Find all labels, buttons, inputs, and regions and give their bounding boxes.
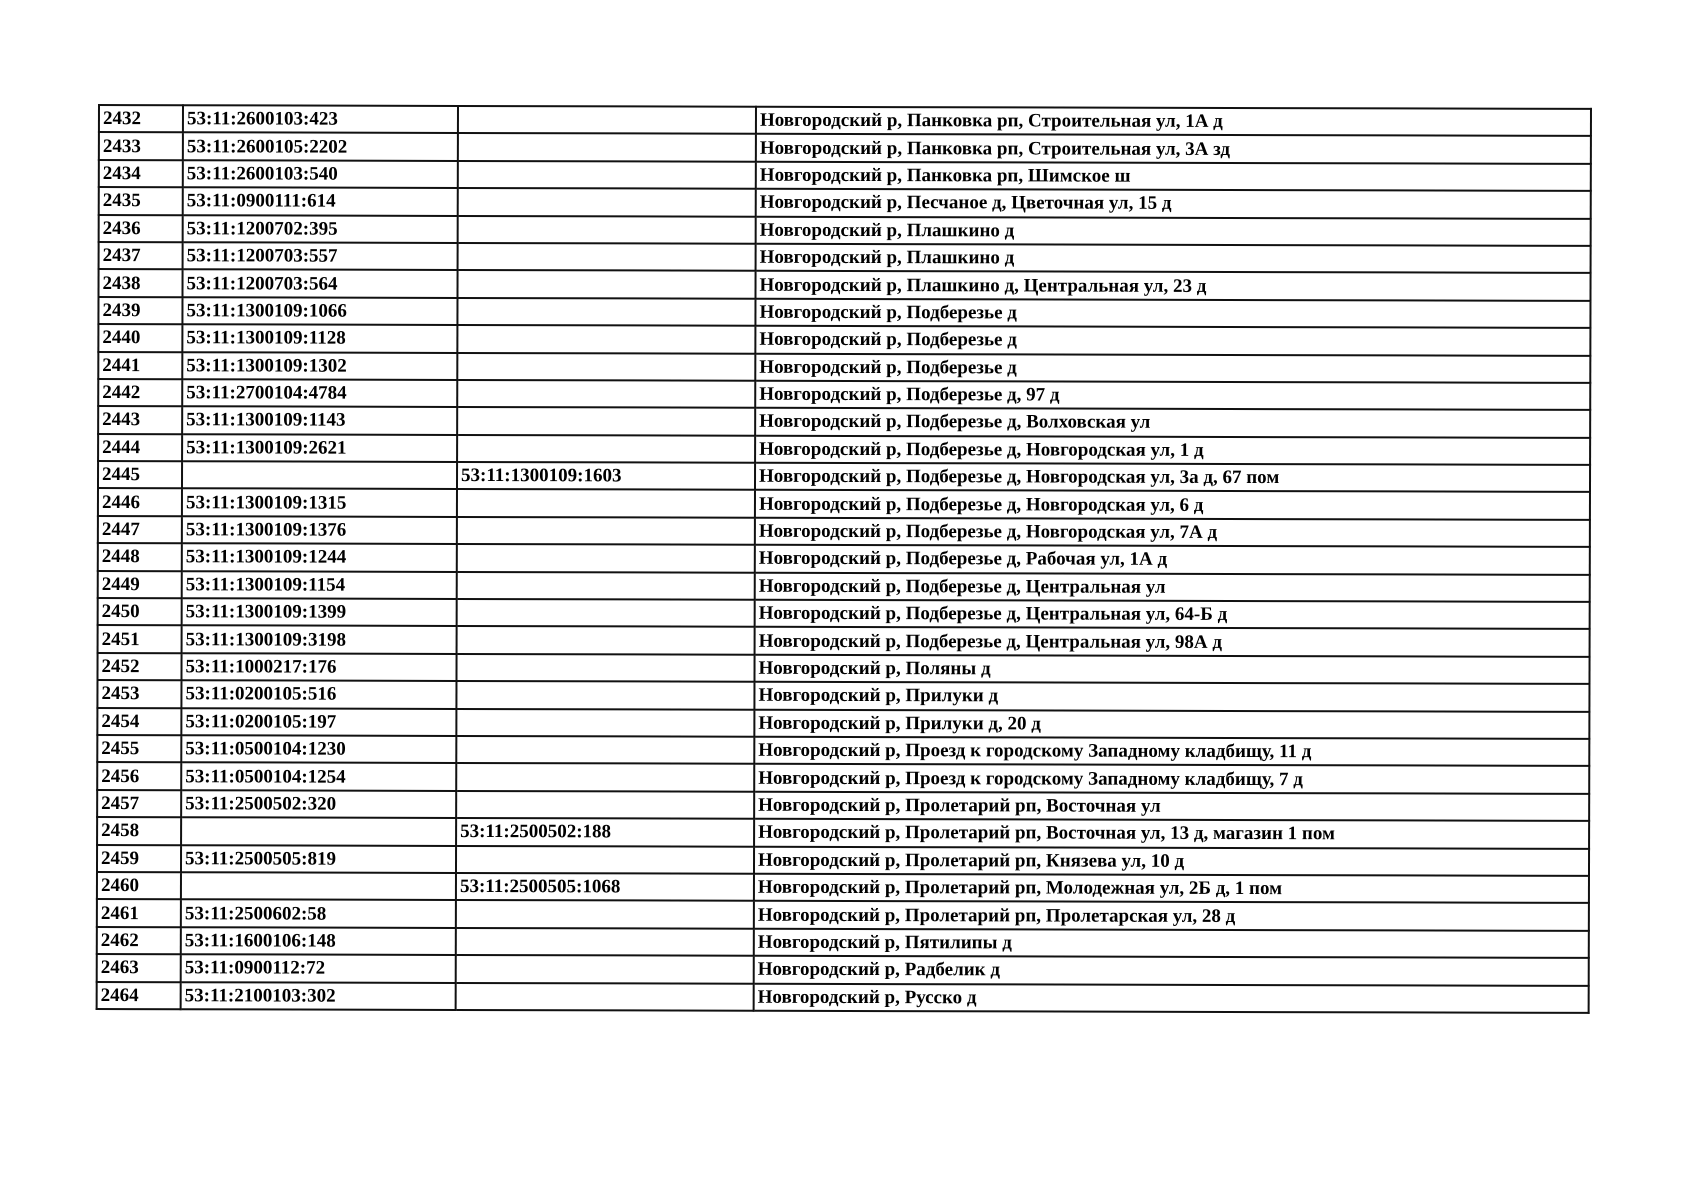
registry-table-body [97, 105, 1591, 1013]
table-row [97, 954, 1589, 985]
address-cell: Новгородский р, Подберезье д, 97 д [755, 381, 1590, 411]
premises-cadastral-number-cell [457, 626, 755, 654]
premises-cadastral-number-cell: 53:11:2500505:1068 [456, 873, 754, 901]
cadastral-number-cell: 53:11:0900111:614 [183, 187, 458, 215]
table-row [98, 324, 1590, 355]
cadastral-number-cell: 53:11:1300109:1244 [182, 543, 457, 571]
address-cell: Новгородский р, Пролетарий рп, Пролетарская ул, 28 д [754, 901, 1589, 931]
row-number-cell: 2435 [99, 187, 183, 215]
table-row [99, 160, 1591, 191]
document-page [96, 104, 1590, 1014]
premises-cadastral-number-cell [457, 380, 755, 408]
cadastral-number-cell: 53:11:1300109:3198 [182, 626, 457, 654]
address-cell: Новгородский р, Подберезье д, Центральная ул, 64-Б д [755, 600, 1590, 630]
address-cell: Новгородский р, Радбелик д [754, 956, 1589, 986]
cadastral-number-cell [181, 872, 456, 900]
row-number-cell: 2452 [97, 653, 181, 681]
table-row [99, 187, 1591, 218]
cadastral-number-cell: 53:11:1300109:1066 [182, 297, 457, 325]
table-row [98, 543, 1590, 574]
table-row [98, 406, 1590, 437]
premises-cadastral-number-cell [458, 216, 756, 244]
premises-cadastral-number-cell [457, 489, 755, 517]
cadastral-number-cell: 53:11:2500502:320 [181, 790, 456, 818]
table-row [97, 653, 1589, 684]
table-row [99, 132, 1591, 163]
premises-cadastral-number-cell [456, 736, 754, 764]
table-row [97, 790, 1589, 821]
row-number-cell: 2447 [98, 516, 182, 544]
row-number-cell: 2434 [99, 160, 183, 188]
table-row [98, 352, 1590, 383]
row-number-cell: 2458 [97, 817, 181, 845]
row-number-cell: 2443 [98, 406, 182, 434]
premises-cadastral-number-cell [456, 763, 754, 791]
address-cell: Новгородский р, Пролетарий рп, Молодежная ул, 2Б д, 1 пом [754, 874, 1589, 904]
row-number-cell: 2442 [98, 379, 182, 407]
premises-cadastral-number-cell [457, 298, 755, 326]
address-cell: Новгородский р, Подберезье д [755, 298, 1590, 328]
address-cell: Новгородский р, Проезд к городскому Западному кладбищу, 11 д [754, 737, 1589, 767]
premises-cadastral-number-cell [457, 435, 755, 463]
row-number-cell: 2464 [97, 981, 181, 1009]
registry-table [96, 104, 1592, 1014]
row-number-cell: 2444 [98, 434, 182, 462]
premises-cadastral-number-cell [457, 572, 755, 600]
table-row [98, 625, 1590, 656]
address-cell: Новгородский р, Поляны д [754, 655, 1589, 685]
premises-cadastral-number-cell [457, 544, 755, 572]
table-row [99, 242, 1591, 273]
row-number-cell: 2446 [98, 488, 182, 516]
cadastral-number-cell: 53:11:1200703:564 [182, 270, 457, 298]
table-row [98, 516, 1590, 547]
row-number-cell: 2433 [99, 132, 183, 160]
address-cell: Новгородский р, Плашкино д, Центральная ул, 23 д [755, 271, 1590, 301]
premises-cadastral-number-cell [456, 709, 754, 737]
cadastral-number-cell: 53:11:1300109:1128 [182, 324, 457, 352]
table-row [98, 461, 1590, 492]
row-number-cell: 2436 [99, 215, 183, 243]
row-number-cell: 2456 [97, 762, 181, 790]
table-row [98, 571, 1590, 602]
address-cell: Новгородский р, Подберезье д, Новгородская ул, 6 д [755, 490, 1590, 520]
address-cell: Новгородский р, Подберезье д [755, 326, 1590, 356]
row-number-cell: 2441 [98, 352, 182, 380]
table-row [97, 981, 1589, 1012]
cadastral-number-cell: 53:11:1300109:1302 [182, 352, 457, 380]
table-row [97, 845, 1589, 876]
table-row [97, 927, 1589, 958]
cadastral-number-cell: 53:11:1200703:557 [183, 242, 458, 270]
address-cell: Новгородский р, Проезд к городскому Западному кладбищу, 7 д [754, 764, 1589, 794]
row-number-cell: 2462 [97, 927, 181, 955]
address-cell: Новгородский р, Песчаное д, Цветочная ул, 15 д [756, 189, 1591, 219]
row-number-cell: 2459 [97, 845, 181, 873]
cadastral-number-cell: 53:11:2700104:4784 [182, 379, 457, 407]
cadastral-number-cell: 53:11:0900112:72 [181, 954, 456, 982]
address-cell: Новгородский р, Подберезье д [755, 353, 1590, 383]
cadastral-number-cell: 53:11:2600103:540 [183, 160, 458, 188]
table-row [97, 899, 1589, 930]
cadastral-number-cell: 53:11:0500104:1230 [181, 735, 456, 763]
cadastral-number-cell: 53:11:1300109:1399 [182, 598, 457, 626]
row-number-cell: 2461 [97, 899, 181, 927]
address-cell: Новгородский р, Подберезье д, Волховская ул [755, 408, 1590, 438]
premises-cadastral-number-cell [457, 270, 755, 298]
table-row [97, 817, 1589, 848]
cadastral-number-cell: 53:11:1300109:1315 [182, 489, 457, 517]
row-number-cell: 2439 [98, 297, 182, 325]
table-row [98, 269, 1590, 300]
address-cell: Новгородский р, Плашкино д [756, 244, 1591, 274]
row-number-cell: 2455 [97, 735, 181, 763]
premises-cadastral-number-cell [456, 955, 754, 983]
table-row [98, 297, 1590, 328]
address-cell: Новгородский р, Прилуки д [754, 682, 1589, 712]
premises-cadastral-number-cell [456, 928, 754, 956]
table-row [97, 708, 1589, 739]
row-number-cell: 2451 [98, 625, 182, 653]
premises-cadastral-number-cell [458, 161, 756, 189]
cadastral-number-cell: 53:11:1200702:395 [183, 215, 458, 243]
table-row [98, 598, 1590, 629]
address-cell: Новгородский р, Подберезье д, Центральная ул, 98А д [755, 627, 1590, 657]
premises-cadastral-number-cell [457, 517, 755, 545]
table-row [97, 680, 1589, 711]
table-row [97, 762, 1589, 793]
premises-cadastral-number-cell [456, 791, 754, 819]
cadastral-number-cell: 53:11:2500602:58 [181, 900, 456, 928]
row-number-cell: 2438 [98, 269, 182, 297]
cadastral-number-cell: 53:11:1600106:148 [181, 927, 456, 955]
row-number-cell: 2445 [98, 461, 182, 489]
row-number-cell: 2449 [98, 571, 182, 599]
row-number-cell: 2450 [98, 598, 182, 626]
row-number-cell: 2463 [97, 954, 181, 982]
row-number-cell: 2454 [97, 708, 181, 736]
premises-cadastral-number-cell [457, 599, 755, 627]
cadastral-number-cell: 53:11:0200105:197 [181, 708, 456, 736]
row-number-cell: 2432 [99, 105, 183, 133]
cadastral-number-cell [181, 817, 456, 845]
cadastral-number-cell: 53:11:2600105:2202 [183, 133, 458, 161]
address-cell: Новгородский р, Плашкино д [756, 216, 1591, 246]
premises-cadastral-number-cell [457, 352, 755, 380]
cadastral-number-cell [182, 461, 457, 489]
table-row [98, 379, 1590, 410]
row-number-cell: 2440 [98, 324, 182, 352]
premises-cadastral-number-cell [456, 900, 754, 928]
cadastral-number-cell: 53:11:1300109:1154 [182, 571, 457, 599]
address-cell: Новгородский р, Панковка рп, Строительная ул, 1А д [756, 107, 1591, 137]
table-row [98, 434, 1590, 465]
address-cell: Новгородский р, Пролетарий рп, Восточная ул, 13 д, магазин 1 пом [754, 819, 1589, 849]
address-cell: Новгородский р, Панковка рп, Шимское ш [756, 162, 1591, 192]
address-cell: Новгородский р, Подберезье д, Новгородская ул, 3а д, 67 пом [755, 463, 1590, 493]
row-number-cell: 2448 [98, 543, 182, 571]
cadastral-number-cell: 53:11:2100103:302 [181, 982, 456, 1010]
table-row [97, 872, 1589, 903]
row-number-cell: 2437 [99, 242, 183, 270]
row-number-cell: 2453 [97, 680, 181, 708]
address-cell: Новгородский р, Пролетарий рп, Восточная ул [754, 791, 1589, 821]
address-cell: Новгородский р, Пролетарий рп, Князева ул, 10 д [754, 846, 1589, 876]
premises-cadastral-number-cell [458, 106, 756, 134]
table-row [99, 215, 1591, 246]
premises-cadastral-number-cell [456, 845, 754, 873]
premises-cadastral-number-cell [457, 325, 755, 353]
cadastral-number-cell: 53:11:2500505:819 [181, 845, 456, 873]
premises-cadastral-number-cell [456, 654, 754, 682]
address-cell: Новгородский р, Прилуки д, 20 д [754, 709, 1589, 739]
premises-cadastral-number-cell [457, 407, 755, 435]
cadastral-number-cell: 53:11:1300109:1376 [182, 516, 457, 544]
address-cell: Новгородский р, Подберезье д, Новгородская ул, 1 д [755, 435, 1590, 465]
row-number-cell: 2460 [97, 872, 181, 900]
address-cell: Новгородский р, Подберезье д, Центральная ул [755, 572, 1590, 602]
cadastral-number-cell: 53:11:2600103:423 [183, 105, 458, 133]
cadastral-number-cell: 53:11:1300109:1143 [182, 407, 457, 435]
premises-cadastral-number-cell [458, 133, 756, 161]
premises-cadastral-number-cell [456, 982, 754, 1010]
cadastral-number-cell: 53:11:0500104:1254 [181, 763, 456, 791]
premises-cadastral-number-cell [458, 188, 756, 216]
address-cell: Новгородский р, Русско д [754, 983, 1589, 1013]
premises-cadastral-number-cell [456, 681, 754, 709]
cadastral-number-cell: 53:11:1300109:2621 [182, 434, 457, 462]
address-cell: Новгородский р, Подберезье д, Рабочая ул, 1А д [755, 545, 1590, 575]
table-row [99, 105, 1591, 136]
table-row [97, 735, 1589, 766]
table-row [98, 488, 1590, 519]
address-cell: Новгородский р, Пятилипы д [754, 928, 1589, 958]
address-cell: Новгородский р, Подберезье д, Новгородская ул, 7А д [755, 518, 1590, 548]
premises-cadastral-number-cell: 53:11:2500502:188 [456, 818, 754, 846]
row-number-cell: 2457 [97, 790, 181, 818]
cadastral-number-cell: 53:11:1000217:176 [181, 653, 456, 681]
premises-cadastral-number-cell: 53:11:1300109:1603 [457, 462, 755, 490]
premises-cadastral-number-cell [458, 243, 756, 271]
cadastral-number-cell: 53:11:0200105:516 [181, 680, 456, 708]
address-cell: Новгородский р, Панковка рп, Строительная ул, 3А зд [756, 134, 1591, 164]
